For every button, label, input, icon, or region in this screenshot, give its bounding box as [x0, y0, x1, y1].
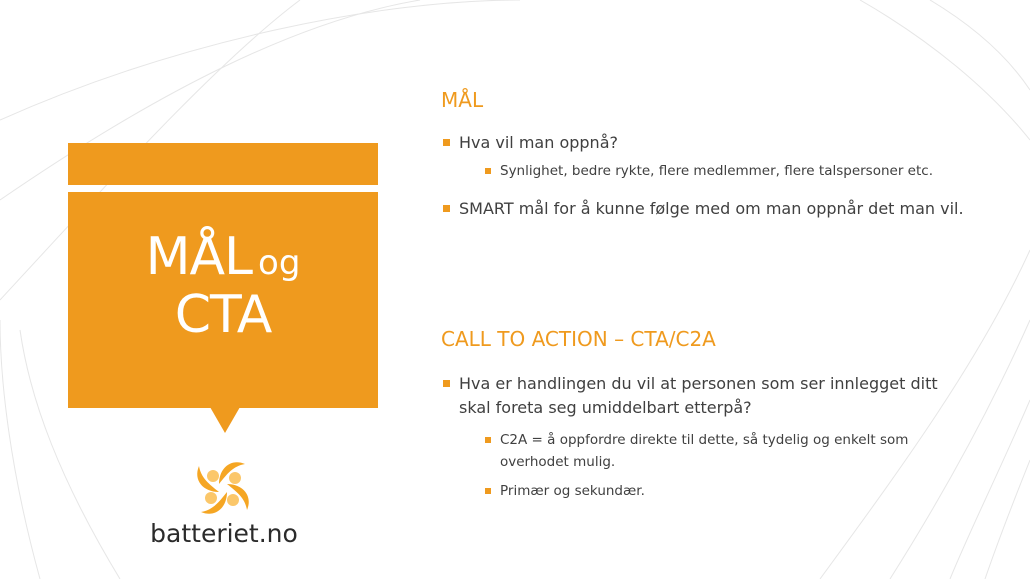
list-item: Primær og sekundær. — [500, 480, 920, 502]
callout-pointer — [210, 407, 240, 433]
list-item: Hva er handlingen du vil at personen som ser innlegget ditt skal foreta seg umiddelbart etterpå? — [459, 372, 949, 420]
slide-title — [68, 228, 378, 344]
slide-title-line2: CTA — [174, 285, 272, 346]
bullet-marker — [443, 139, 450, 146]
bullet-marker — [443, 380, 450, 387]
list-item: Hva vil man oppnå? — [459, 131, 979, 155]
section-heading-cta: CALL TO ACTION – CTA/C2A — [441, 327, 716, 351]
bullet-marker — [485, 168, 491, 174]
slide-title-og: og — [258, 243, 301, 283]
bullet-marker — [485, 437, 491, 443]
list-item: C2A = å oppfordre direkte til dette, så tydelig og enkelt som overhodet mulig. — [500, 429, 920, 473]
title-accent-strip — [68, 143, 378, 185]
section-heading-mal: MÅL — [441, 88, 484, 112]
bullet-marker — [443, 205, 450, 212]
batteriet-logo-icon — [190, 455, 256, 521]
list-item: SMART mål for å kunne følge med om man oppnår det man vil. — [459, 197, 999, 221]
bullet-marker — [485, 488, 491, 494]
list-item: Synlighet, bedre rykte, flere medlemmer, flere talspersoner etc. — [500, 160, 980, 182]
logo-text: batteriet.no — [150, 519, 298, 548]
slide-title-line1: MÅL — [145, 227, 253, 287]
